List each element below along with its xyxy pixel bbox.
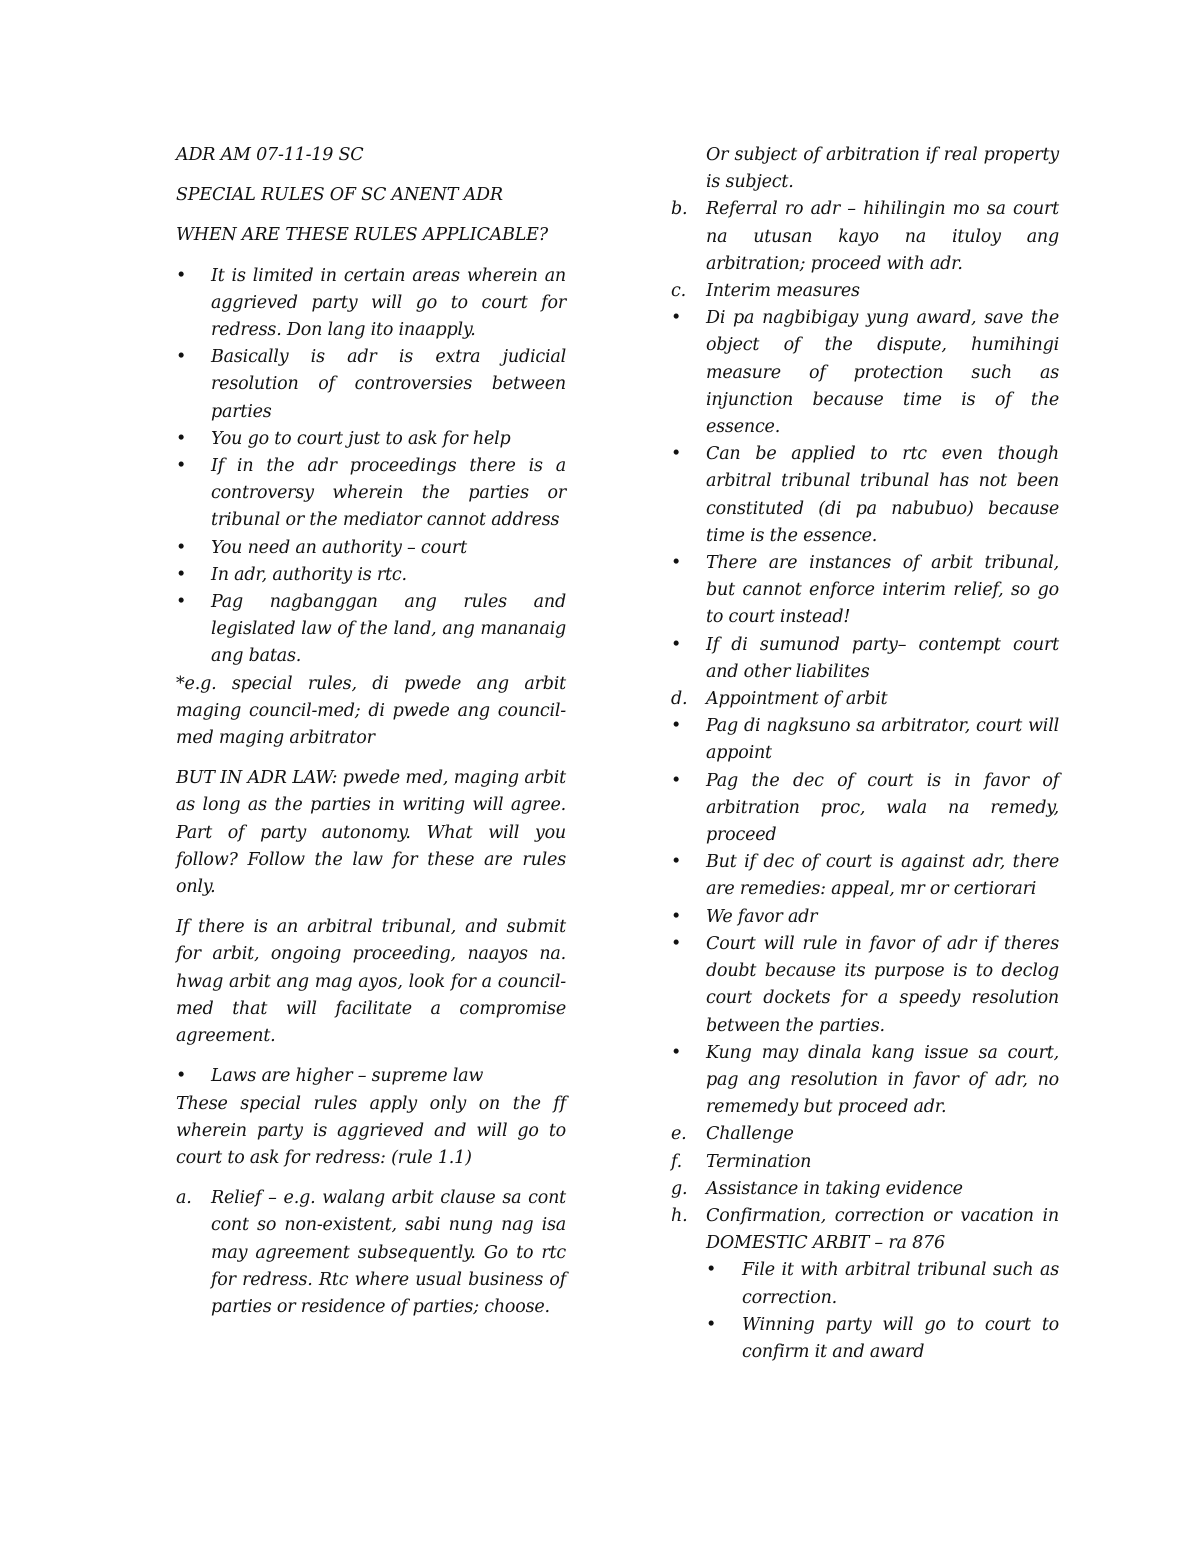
laws-list [176, 1063, 566, 1090]
rules-list-e-h [671, 1121, 1059, 1257]
list-item: • But if dec of court is against adr, there are remedies: appeal, mr or certiorari [671, 849, 1059, 903]
list-item: • We favor adr [671, 904, 1059, 931]
paragraph-special-rules: These special rules apply only on the ff wherein party is aggrieved and will go to court to ask for redress: (rule 1.1) [176, 1093, 566, 1168]
list-item: • Pag di nagksuno sa arbitrator, court will appoint [671, 713, 1059, 767]
list-marker: e. [671, 1124, 687, 1145]
list-item-text: Appointment of arbit [706, 689, 888, 710]
right-column [671, 142, 1059, 1366]
list-item-text: Interim measures [706, 281, 860, 302]
list-item: • Kung may dinala kang issue sa court, pag ang resolution in favor of adr, no rememedy but proceed adr. [671, 1040, 1059, 1122]
list-marker: a. [176, 1188, 192, 1209]
paragraph-example: *e.g. special rules, di pwede ang arbit maging council-med; di pwede ang council-med maging arbitrator [176, 673, 566, 749]
confirmation-list [671, 1257, 1059, 1366]
list-marker: g. [671, 1178, 688, 1199]
list-item: • File it with arbitral tribunal such as correction. [706, 1257, 1059, 1311]
list-item-text: Referral ro adr – hihilingin mo sa court na utusan kayo na ituloy ang arbitration; proceed with adr. [706, 199, 1059, 274]
left-column [176, 142, 566, 1321]
list-marker: h. [671, 1205, 688, 1226]
list-item-c [671, 278, 1059, 305]
list-item-text: Relief – e.g. walang arbit clause sa cont cont so non-existent, sabi nung nag isa may agreement subsequently. Go to rtc for redress. Rtc where usual business of parties or residence of parties; choose. [211, 1188, 566, 1317]
list-item-e [671, 1121, 1059, 1148]
list-item-text: Challenge [706, 1124, 794, 1145]
appointment-list [671, 713, 1059, 1121]
list-item: • Di pa nagbibigay yung award, save the object of the dispute, humihingi measure of protection such as injunction because time is of the essence. [671, 305, 1059, 441]
list-item: • Basically is adr is extra judicial resolution of controversies between parties [176, 344, 566, 426]
list-marker: c. [671, 281, 686, 302]
list-item-text: Termination [706, 1151, 812, 1172]
list-item: • Pag nagbanggan ang rules and legislated law of the land, ang mananaig ang batas. [176, 589, 566, 671]
list-item: • If in the adr proceedings there is a controversy wherein the parties or tribunal or the mediator cannot address [176, 453, 566, 535]
list-item: • There are instances of arbit tribunal, but cannot enforce interim relief, so go to court instead! [671, 550, 1059, 632]
rules-list-continued [671, 196, 1059, 305]
list-item: • Court will rule in favor of adr if theres doubt because its purpose is to declog court dockets for a speedy resolution between the parties. [671, 931, 1059, 1040]
list-item-f [671, 1149, 1059, 1176]
list-item: • In adr, authority is rtc. [176, 562, 566, 589]
list-marker: d. [671, 689, 688, 710]
interim-measures-list [671, 305, 1059, 686]
list-item: • Pag the dec of court is in favor of arbitration proc, wala na remedy, proceed [671, 768, 1059, 850]
list-marker: f. [671, 1151, 683, 1172]
list-item: • Laws are higher – supreme law [176, 1063, 566, 1090]
list-item-b [671, 196, 1059, 278]
list-marker: b. [671, 199, 688, 220]
list-item-a [176, 1185, 566, 1321]
rules-list-d [671, 686, 1059, 713]
list-item: • Winning party will go to court to confirm it and award [706, 1312, 1059, 1366]
list-item-h [671, 1203, 1059, 1257]
list-item: • Can be applied to rtc even though arbitral tribunal tribunal has not been constituted (di pa nabubuo) because time is the essence. [671, 441, 1059, 550]
list-item: • It is limited in certain areas wherein an aggrieved party will go to court for redress. Don lang ito inaapply. [176, 263, 566, 345]
list-item: • If di sumunod party– contempt court and other liabilites [671, 632, 1059, 686]
section-title: SPECIAL RULES OF SC ANENT ADR [176, 185, 503, 206]
paragraph-adr-law: BUT IN ADR LAW: pwede med, maging arbit as long as the parties in writing will agree. Part of party autonomy. What will you follow? Follow the law for these are rules only. [176, 768, 566, 898]
rules-list [176, 1185, 566, 1321]
list-item-text: Assistance in taking evidence [706, 1178, 963, 1199]
list-item: • You need an authority – court [176, 535, 566, 562]
list-item-d [671, 686, 1059, 713]
section-question: WHEN ARE THESE RULES APPLICABLE? [176, 225, 548, 246]
continued-text: Or subject of arbitration if real property is subject. [706, 145, 1059, 193]
paragraph-arbitral-tribunal: If there is an arbitral tribunal, and submit for arbit, ongoing proceeding, naayos na. hwag arbit ang mag ayos, look for a council-med that will facilitate a compromise agreement. [176, 917, 566, 1047]
list-item: • You go to court just to ask for help [176, 426, 566, 453]
list-item-text: Confirmation, correction or vacation in DOMESTIC ARBIT – ra 876 [706, 1205, 1059, 1254]
doc-title: ADR AM 07-11-19 SC [176, 145, 364, 165]
list-item-g [671, 1176, 1059, 1203]
applicability-list [176, 263, 566, 671]
